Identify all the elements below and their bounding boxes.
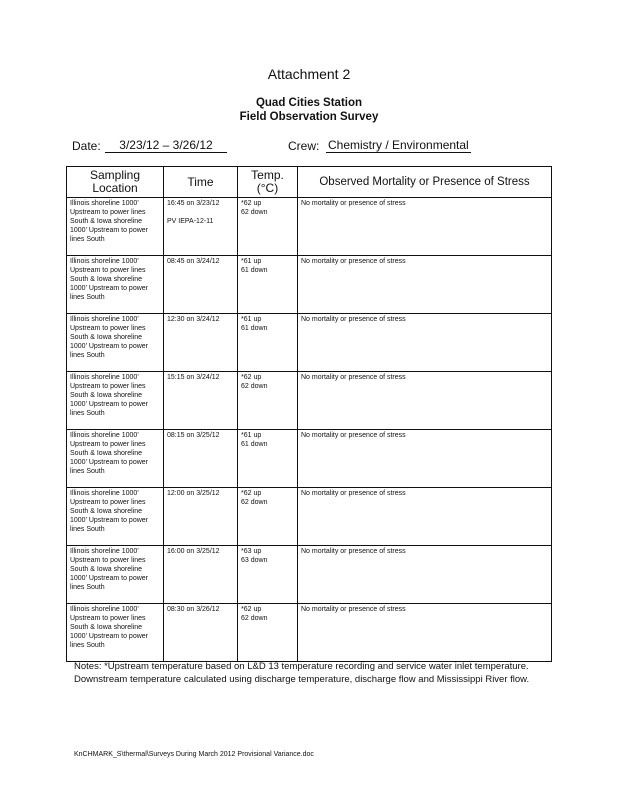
table-row [67,372,552,430]
time-value: 12:30 on 3/24/12 [167,316,220,323]
cell-time [164,198,238,256]
table-row [67,256,552,314]
cell-temp [238,256,298,314]
table-row [67,488,552,546]
time-value: 16:45 on 3/23/12 [167,200,220,207]
temp-up: *62 up [241,490,262,497]
attachment-label: Attachment 2 [267,66,351,82]
cell-location: Illinois shoreline 1000' Upstream to power lines South & Iowa shoreline 1000' Upstream to power lines South [67,372,164,430]
table-row [67,430,552,488]
cell-observation: No mortality or presence of stress [298,430,552,488]
cell-time [164,546,238,604]
temp-up: *61 up [241,316,262,323]
temp-down: 62 down [241,499,268,506]
header-sampling-location [67,167,164,198]
header-observation: Observed Mortality or Presence of Stress [298,167,552,198]
cell-temp [238,198,298,256]
temp-up: *62 up [241,606,262,613]
temp-down: 62 down [241,209,268,216]
temp-down: 61 down [241,325,268,332]
station-title: Quad Cities Station [255,97,363,109]
temp-up: *63 up [241,548,262,555]
header-location-line2: Location [92,181,138,195]
temp-down: 62 down [241,615,268,622]
crew-label: Crew: [288,139,320,153]
date-label: Date: [72,139,101,153]
cell-observation: No mortality or presence of stress [298,256,552,314]
header-location-line1: Sampling [89,168,141,182]
cell-temp [238,430,298,488]
table-row [67,604,552,662]
cell-temp [238,372,298,430]
header-temp [238,167,298,198]
cell-location: Illinois shoreline 1000' Upstream to power lines South & Iowa shoreline 1000' Upstream to power lines South [67,314,164,372]
header-temp-line1: Temp. [251,168,284,182]
date-value: 3/23/12 – 3/26/12 [105,139,227,153]
cell-location: Illinois shoreline 1000' Upstream to power lines South & Iowa shoreline 1000' Upstream to power lines South [67,430,164,488]
cell-location: Illinois shoreline 1000' Upstream to power lines South & Iowa shoreline 1000' Upstream to power lines South [67,256,164,314]
footer-file-path: KnCHMARK_S\thermal\Surveys During March 2012 Provisional Variance.doc [74,751,314,758]
header-time: Time [164,167,238,198]
time-value: 08:15 on 3/25/12 [167,432,220,439]
temp-up: *61 up [241,432,262,439]
table-row [67,546,552,604]
cell-temp [238,488,298,546]
header-temp-line2: (°C) [256,181,279,195]
temp-up: *62 up [241,200,262,207]
cell-temp [238,546,298,604]
cell-location: Illinois shoreline 1000' Upstream to power lines South & Iowa shoreline 1000' Upstream to power lines South [67,488,164,546]
temp-down: 63 down [241,557,268,564]
time-value: 12:00 on 3/25/12 [167,490,220,497]
cell-temp [238,604,298,662]
cell-time [164,314,238,372]
table-row [67,314,552,372]
temp-up: *62 up [241,374,262,381]
table-row [67,198,552,256]
time-value: 08:30 on 3/26/12 [167,606,220,613]
time-value: 15:15 on 3/24/12 [167,374,220,381]
cell-location: Illinois shoreline 1000' Upstream to power lines South & Iowa shoreline 1000' Upstream to power lines South [67,604,164,662]
cell-location: Illinois shoreline 1000' Upstream to power lines South & Iowa shoreline 1000' Upstream to power lines South [67,546,164,604]
notes-text: Notes: *Upstream temperature based on L&D 13 temperature recording and service water inlet temperature. Downstream temperature calculated using discharge temperature, discharge flow and Mississippi River flow. [74,661,530,685]
temp-down: 61 down [241,267,268,274]
table-header-row [67,167,552,198]
cell-observation: No mortality or presence of stress [298,604,552,662]
cell-time [164,430,238,488]
cell-observation: No mortality or presence of stress [298,198,552,256]
temp-down: 61 down [241,441,268,448]
survey-title: Field Observation Survey [239,111,379,123]
time-note: PV IEPA-12-11 [167,218,214,225]
cell-time [164,256,238,314]
time-value: 16:00 on 3/25/12 [167,548,220,555]
crew-value: Chemistry / Environmental [328,138,469,152]
temp-up: *61 up [241,258,262,265]
temp-down: 62 down [241,383,268,390]
cell-time [164,604,238,662]
cell-observation: No mortality or presence of stress [298,372,552,430]
observation-table [66,166,552,662]
time-value: 08:45 on 3/24/12 [167,258,220,265]
cell-observation: No mortality or presence of stress [298,488,552,546]
cell-time [164,488,238,546]
cell-temp [238,314,298,372]
cell-location: Illinois shoreline 1000' Upstream to power lines South & Iowa shoreline 1000' Upstream to power lines South [67,198,164,256]
cell-observation: No mortality or presence of stress [298,314,552,372]
cell-time [164,372,238,430]
cell-observation: No mortality or presence of stress [298,546,552,604]
